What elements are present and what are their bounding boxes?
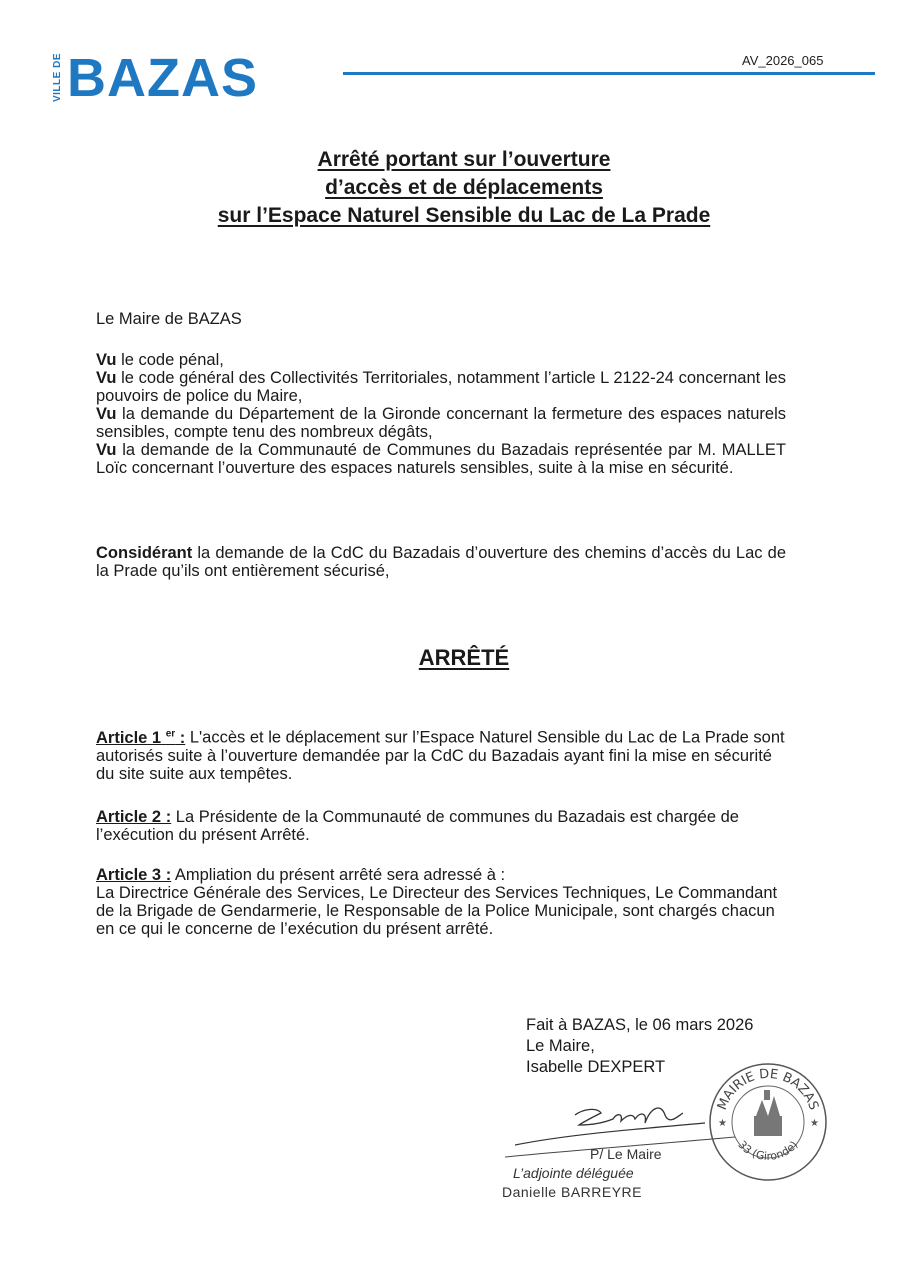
visa-item: Vu la demande du Département de la Gironde concernant la fermeture des espaces naturels sensibles, compte tenu des nombreux dégâts, — [96, 405, 786, 441]
header-rule — [343, 72, 875, 75]
article-1: Article 1 $^{er}$ : L'accès et le déplacement sur l’Espace Naturel Sensible du Lac de La Prade sont autorisés suite à l’ouverture demandée par la CdC du Bazadais ayant fini la mise en sécurité du site suite aux tempêtes. — [96, 728, 785, 783]
mairie-seal — [706, 1060, 830, 1184]
considerant-block: Considérant la demande de la CdC du Bazadais d’ouverture des chemins d’accès du Lac de la Prade qu’ils ont entièrement sécurisé, — [96, 544, 786, 580]
maire-line: Le Maire de BAZAS — [96, 310, 242, 328]
delegate-pm: P/ Le Maire — [590, 1146, 662, 1162]
document-title — [0, 146, 900, 230]
logo-name: BAZAS — [67, 48, 258, 108]
article-3: Article 3 : Ampliation du présent arrêté sera adressé à : La Directrice Générale des Services, Le Directeur des Services Techniques, Le Commandant de la Brigade de Gendarmerie, le Responsable de la Police Municipale, sont chargés chacun en ce qui le concerne de l’exécution du présent arrêté. — [96, 866, 778, 938]
svg-text:★: ★ — [810, 1118, 819, 1129]
visas-block — [96, 351, 786, 477]
svg-text:33 (Gironde): 33 (Gironde) — [735, 1138, 801, 1163]
delegate-role: L’adjointe déléguée — [513, 1165, 634, 1181]
visa-item: Vu le code général des Collectivités Territoriales, notamment l’article L 2122-24 concernant les pouvoirs de police du Maire, — [96, 369, 786, 405]
logo-prefix: VILLE DE — [52, 53, 63, 103]
title-line-3: sur l’Espace Naturel Sensible du Lac de La Prade — [217, 204, 711, 227]
arrete-heading: ARRÊTÉ — [418, 645, 510, 670]
title-line-1: Arrêté portant sur l’ouverture — [317, 148, 611, 171]
signature-name: Isabelle DEXPERT — [526, 1058, 666, 1076]
svg-text:★: ★ — [718, 1118, 727, 1129]
delegate-name: Danielle BARREYRE — [502, 1184, 642, 1200]
bazas-logo — [52, 48, 258, 108]
article-2: Article 2 : La Présidente de la Communauté de communes du Bazadais est chargée de l’exécution du présent Arrêté. — [96, 808, 739, 844]
visa-item: Vu la demande de la Communauté de Communes du Bazadais représentée par M. MALLET Loïc concernant l’ouverture des espaces naturels sensibles, suite à la mise en sécurité. — [96, 441, 786, 477]
article-3-recipients: La Directrice Générale des Services, Le Directeur des Services Techniques, Le Commandant de la Brigade de Gendarmerie, le Responsable de la Police Municipale, sont chargés chacun en ce qui le concerne de l’exécution du présent arrêté. — [96, 884, 778, 938]
document-reference: AV_2026_065 — [742, 53, 824, 68]
signature-place-date: Fait à BAZAS, le 06 mars 2026 — [526, 1016, 754, 1034]
delegate-block — [502, 1145, 662, 1202]
title-line-2: d’accès et de déplacements — [325, 176, 603, 199]
svg-text:MAIRIE DE BAZAS: MAIRIE DE BAZAS — [714, 1066, 822, 1113]
signature-role: Le Maire, — [526, 1037, 595, 1055]
visa-item: Vu le code pénal, — [96, 351, 224, 369]
